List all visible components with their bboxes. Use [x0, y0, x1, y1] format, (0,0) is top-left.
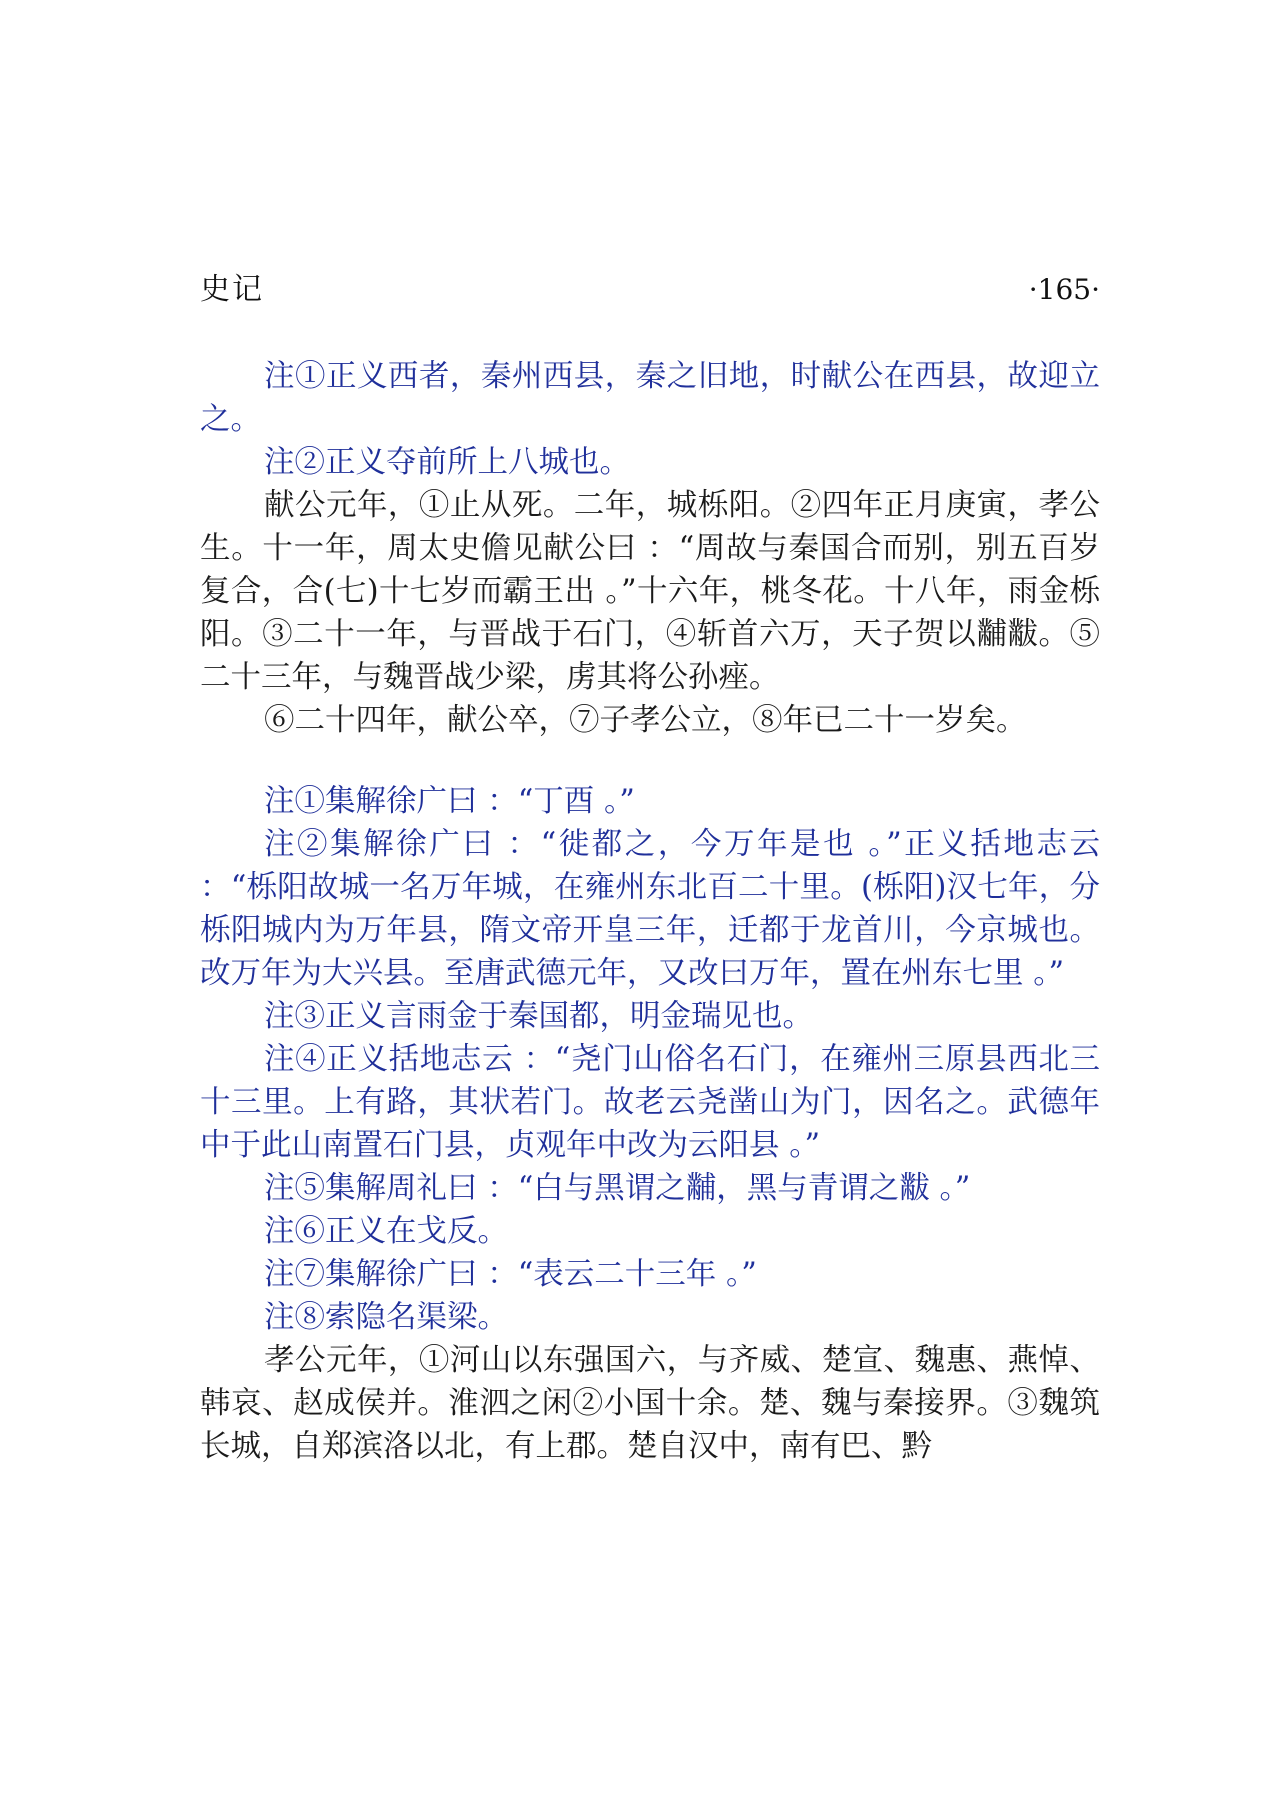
- note-paragraph: 注②集解徐广曰 ：“徙都之，今万年是也 。”正义括地志云 ：“栎阳故城一名万年城，在雍州东北百二十里。(栎阳)汉七年，分栎阳城内为万年县，隋文帝开皇三年，迁都于龙首川，今京城也。改万年为大兴县。至唐武德元年，又改曰万年，置在州东七里 。”: [200, 827, 1100, 991]
- note-paragraph: 注①正义西者，秦州西县，秦之旧地，时献公在西县，故迎立之。: [200, 359, 1100, 437]
- main-text-paragraph: 孝公元年，①河山以东强国六，与齐威、楚宣、魏惠、燕悼、韩哀、赵成侯并。淮泗之闲②小国十余。楚、魏与秦接界。③魏筑长城，自郑滨洛以北，有上郡。楚自汉中，南有巴、黔: [200, 1343, 1100, 1464]
- main-text-paragraph: ⑥二十四年，献公卒，⑦子孝公立，⑧年已二十一岁矣。: [264, 703, 1027, 738]
- page-body: [200, 355, 1100, 1468]
- note-paragraph: 注③正义言雨金于秦国都，明金瑞见也。: [264, 999, 813, 1034]
- note-paragraph: 注⑧索隐名渠梁。: [264, 1300, 508, 1335]
- page-number: ·165·: [1028, 273, 1100, 306]
- page-header: [200, 270, 1100, 310]
- note-paragraph: 注⑦集解徐广曰 ：“表云二十三年 。”: [264, 1257, 757, 1292]
- book-title: 史记: [200, 272, 264, 307]
- note-paragraph: 注①集解徐广曰 ：“丁酉 。”: [264, 784, 635, 819]
- note-paragraph: 注⑥正义在戈反。: [264, 1214, 508, 1249]
- note-paragraph: 注②正义夺前所上八城也。: [264, 445, 630, 480]
- main-text-paragraph: 献公元年，①止从死。二年，城栎阳。②四年正月庚寅，孝公生。十一年，周太史儋见献公曰 ：“周故与秦国合而别，别五百岁复合，合(七)十七岁而霸王出 。”十六年，桃冬花。十八年，雨金栎阳。③二十一年，与晋战于石门，④斩首六万，天子贺以黼黻。⑤二十三年，与魏晋战少梁，虏其将公孙痤。: [200, 488, 1100, 695]
- note-paragraph: 注⑤集解周礼曰 ：“白与黑谓之黼，黑与青谓之黻 。”: [264, 1171, 971, 1206]
- note-paragraph: 注④正义括地志云 ：“尧门山俗名石门，在雍州三原县西北三十三里。上有路，其状若门。故老云尧凿山为门，因名之。武德年中于此山南置石门县，贞观年中改为云阳县 。”: [200, 1042, 1100, 1163]
